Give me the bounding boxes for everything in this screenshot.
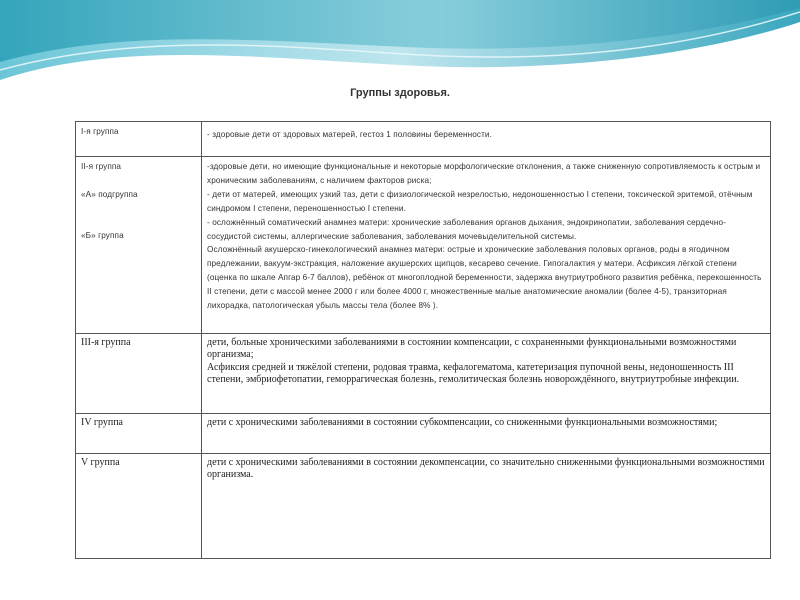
group-label: III-я группа (81, 337, 131, 348)
group-label: IV группа (81, 417, 123, 428)
description-text: дети, больные хроническими заболеваниями в состоянии компенсации, с сохраненными функциональными возможностями организма; (207, 337, 737, 361)
description-text: - дети от матерей, имеющих узкий таз, дети с физиологической незрелостью, недоношенностью I степени, токсической эритемой, отёчным синдромом I степени, переношенностью I степени. (207, 189, 753, 213)
subgroup-label: «А» подгруппа (81, 189, 138, 199)
group-cell (76, 122, 202, 157)
group-label: V группа (81, 457, 120, 468)
group-label: I-я группа (81, 127, 119, 136)
table-row (76, 157, 771, 334)
description-text: - здоровые дети от здоровых матерей, гестоз 1 половины беременности. (207, 130, 492, 139)
group-cell (76, 157, 202, 334)
description-text: -здоровые дети, но имеющие функциональные и некоторые морфологические отклонения, а также сниженную сопротивляемость к острым и хроническим заболеваниям, с наличием факторов риска; (207, 162, 761, 185)
description-cell (202, 157, 771, 334)
header-wave-decoration (0, 0, 800, 95)
table-row (76, 334, 771, 414)
table-row (76, 122, 771, 157)
description-text: дети с хроническими заболеваниями в состоянии декомпенсации, со значительно сниженными функциональными возможностями организма. (207, 457, 765, 481)
description-text: Осложнённый акушерско-гинекологический анамнез матери: острые и хронические заболевания половых органов, роды в ягодичном предлежании, вакуум-экстракция, наложение акушерских щипцов, кесарево сечение. Гипогалактия у матери. Асфиксия лёгкой степени (оценка по шкале Апгар 6-7 баллов), ребёнок от многоплодной беременности, задержка внутриутробного развития ребёнка, перекошенность II степени, дети с массой менее 2000 г или более 4000 г, множественные малые анатомические аномалии (более 4-5), транзиторная лихорадка, патологическая убыль массы тела (более 8% ). (207, 245, 762, 311)
description-cell (202, 334, 771, 414)
description-text: дети с хроническими заболеваниями в состоянии субкомпенсации, со сниженными функциональными возможностями; (207, 417, 718, 428)
description-text: - осложнённый соматический анамнез матери: хронические заболевания органов дыхания, эндокринопатии, заболевания сердечно-сосудистой системы, аллергические заболевания, заболевания мочевыделительной системы. (207, 217, 726, 241)
group-cell (76, 414, 202, 454)
description-cell (202, 454, 771, 559)
description-text: Асфиксия средней и тяжёлой степени, родовая травма, кефалогематома, катетеризация пупочной вены, недоношенность III степени, эмбриофетопатии, геморрагическая болезнь, гемолитическая болезнь новорождённого, внутриутробные инфекции. (207, 361, 740, 386)
description-cell (202, 122, 771, 157)
group-label: II-я группа (81, 162, 122, 171)
table-row (76, 414, 771, 454)
description-cell (202, 414, 771, 454)
table-row (76, 454, 771, 559)
page-title: Группы здоровья. (350, 87, 450, 99)
group-cell (76, 334, 202, 414)
health-groups-table (75, 121, 771, 559)
subgroup-label: «Б» группа (81, 230, 124, 240)
group-cell (76, 454, 202, 559)
